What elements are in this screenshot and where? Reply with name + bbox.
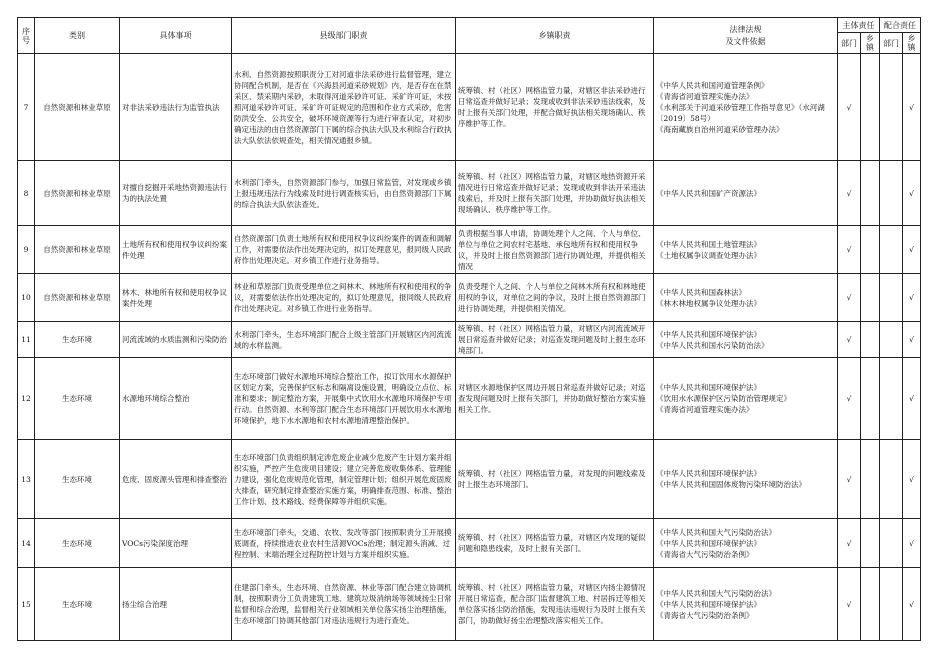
law-basis-cell [654, 440, 838, 519]
town-duty-cell: 负责受理个人之间、个人与单位之间林木所有权和林地使用权的争议，对单位之间的争议，及时上报自然资源部门进行协调处理，并提供相关情况。 [456, 274, 654, 322]
coop-town-check: √ [903, 322, 921, 358]
main-dept-check: √ [838, 226, 861, 274]
main-town-check [861, 161, 880, 226]
main-town-check [861, 274, 880, 322]
coop-dept-check [880, 161, 903, 226]
law-reference: 《青海省河道管理实施办法》 [656, 405, 754, 414]
row-number: 12 [18, 358, 35, 440]
row-number: 11 [18, 322, 35, 358]
law-reference: 《中华人民共和国大气污染防治法》 [656, 588, 776, 598]
matter-cell: 危废、固废源头管理和排查整治 [120, 440, 232, 519]
row-number: 13 [18, 440, 35, 519]
header-coop-responsibility: 配合责任 [880, 18, 921, 33]
law-reference: 《中华人民共和国环境保护法》 [656, 383, 761, 392]
law-reference: 《中华人民共和国环境保护法》 [656, 538, 761, 548]
matter-cell: 扬尘综合治理 [120, 568, 232, 641]
law-reference: 《中华人民共和国水污染防治法》 [656, 340, 769, 350]
law-reference: 《中华人民共和国河道管理条例》 [656, 80, 769, 90]
table-row [18, 568, 921, 641]
main-dept-check: √ [838, 568, 861, 641]
main-town-check [861, 440, 880, 519]
law-reference: 《林木林地权属争议处理办法》 [656, 298, 761, 308]
law-reference: 《青海省大气污染防治条例》 [656, 610, 754, 620]
coop-town-check: √ [903, 161, 921, 226]
coop-dept-check [880, 519, 903, 568]
table-row [18, 226, 921, 274]
coop-dept-check [880, 322, 903, 358]
county-duty-cell: 生态环境部门牵头，交通、农牧、发改等部门按照职责分工开展摸底调查，持续推进农业农村生活源VOCs治理；制定源头消减、过程控制、末端治理全过程防控计划与方案并组织实施。 [232, 519, 456, 568]
matter-cell: 水源地环境综合整治 [120, 358, 232, 440]
main-town-check [861, 568, 880, 641]
law-basis-cell [654, 519, 838, 568]
law-reference: 《饮用水水源保护区污染防治管理规定》 [656, 394, 791, 403]
town-duty-cell: 负责根据当事人申请，协调处理个人之间、个人与单位、单位与单位之间农村宅基地、承包地所有权和使用权争议，并及时上报自然资源部门进行协调处理，并提供相关情况 [456, 226, 654, 274]
coop-town-check: √ [903, 440, 921, 519]
responsibility-table [17, 17, 921, 641]
coop-dept-check [880, 568, 903, 641]
coop-town-check: √ [903, 54, 921, 161]
law-reference: 《土地权属争议调查处理办法》 [656, 250, 761, 260]
category-cell: 生态环境 [35, 568, 120, 641]
table-row [18, 358, 921, 440]
row-number: 9 [18, 226, 35, 274]
header-main-responsibility: 主体责任 [838, 18, 880, 33]
law-basis-cell [654, 358, 838, 440]
main-town-check [861, 519, 880, 568]
row-number: 10 [18, 274, 35, 322]
town-duty-cell: 统筹镇、村（社区）网格监管力量，对辖区内发现的疑似问题和隐患线索，及时上报有关部门。 [456, 519, 654, 568]
county-duty-cell: 水利部门牵头，自然资源部门参与，加强日常监管，对发现或乡镇上报违规违法行为线索及时进行调查核实后，由自然资源部门下属的综合执法大队依法查处。 [232, 161, 456, 226]
law-reference: 《青海省大气污染防治条例》 [656, 549, 754, 559]
matter-cell: 河流流域的水质监测和污染防治 [120, 322, 232, 358]
main-dept-check: √ [838, 440, 861, 519]
coop-dept-check [880, 274, 903, 322]
coop-town-check: √ [903, 274, 921, 322]
town-duty-cell: 统筹镇、村（社区）网格监管力量，对辖区地热资源开采情况进行日常巡查并做好记录；发现或收到非法开采违法线索后，并及时上报有关部门处理，并协助做好执法相关现场确认、秩序维护等工作。 [456, 161, 654, 226]
category-cell: 生态环境 [35, 322, 120, 358]
main-town-check [861, 358, 880, 440]
category-cell: 生态环境 [35, 440, 120, 519]
main-dept-check: √ [838, 54, 861, 161]
coop-town-check: √ [903, 568, 921, 641]
law-reference: 《中华人民共和国环境保护法》 [656, 599, 761, 609]
matter-cell: 对擅自挖掘开采地热资源违法行为的执法处置 [120, 161, 232, 226]
table-row [18, 519, 921, 568]
main-town-check [861, 322, 880, 358]
law-reference: 《中华人民共和国环境保护法》 [656, 329, 761, 339]
row-number: 14 [18, 519, 35, 568]
law-reference: 《水利部关于河道采砂管理工作指导意见》（水河湖〔2019〕58号） [656, 102, 825, 123]
table-row [18, 54, 921, 161]
category-cell: 自然资源和林业草原 [35, 226, 120, 274]
main-dept-check: √ [838, 358, 861, 440]
coop-dept-check [880, 358, 903, 440]
category-cell: 自然资源和林业草原 [35, 274, 120, 322]
law-reference: 《中华人民共和国大气污染防治法》 [656, 527, 776, 537]
header-law-basis: 法律法规 及文件依据 [654, 18, 838, 54]
county-duty-cell: 生态环境部门做好水源地环境综合整治工作，拟订饮用水水源保护区划定方案，完善保护区标志和隔离设施设置，明确设立点位、标准和要求；制定整治方案，开展集中式饮用水水源地环境保护专项行动。自然资源、水利等部门配合生态环境部门开展饮用水水源地环境保护，地下水水源地和农村水源地清理整治保护。 [232, 358, 456, 440]
coop-town-check: √ [903, 226, 921, 274]
coop-town-check: √ [903, 358, 921, 440]
main-dept-check: √ [838, 322, 861, 358]
header-town-duties: 乡镇职责 [456, 18, 654, 54]
header-main-town: 乡镇 [861, 33, 880, 54]
header-county-duties: 县级部门职责 [232, 18, 456, 54]
town-duty-cell: 统筹镇、村（社区）网格监管力量，对发现的问题线索及时上报生态环境部门。 [456, 440, 654, 519]
coop-dept-check [880, 440, 903, 519]
law-reference: 《中华人民共和国矿产资源法》 [656, 188, 761, 198]
law-reference: 《中华人民共和国森林法》 [656, 287, 746, 297]
table-row [18, 161, 921, 226]
law-reference: 《中华人民共和国固体废物污染环境防治法》 [656, 480, 806, 489]
matter-cell: 对非法采砂违法行为监管执法 [120, 54, 232, 161]
matter-cell: 土地所有权和使用权争议纠纷案件处理 [120, 226, 232, 274]
matter-cell: VOCs污染深度治理 [120, 519, 232, 568]
header-no: 序号 [18, 18, 35, 54]
main-dept-check: √ [838, 274, 861, 322]
row-number: 15 [18, 568, 35, 641]
main-town-check [861, 226, 880, 274]
row-number: 8 [18, 161, 35, 226]
matter-cell: 林木、林地所有权和使用权争议案件处理 [120, 274, 232, 322]
county-duty-cell: 水利部门牵头，生态环境部门配合上级主管部门开展辖区内河流流域的水样监测。 [232, 322, 456, 358]
town-duty-cell: 统筹镇、村（社区）网格监管力量，对辖区非法采砂进行日常巡查并做好记录；发现或收到非法采砂违法线索，及时上报有关部门处理，并配合做好执法相关现场确认、秩序维护等工作。 [456, 54, 654, 161]
law-basis-cell [654, 322, 838, 358]
law-reference: 《中华人民共和国土地管理法》 [656, 239, 761, 249]
row-number: 7 [18, 54, 35, 161]
main-dept-check: √ [838, 161, 861, 226]
main-dept-check: √ [838, 519, 861, 568]
header-category: 类别 [35, 18, 120, 54]
main-town-check [861, 54, 880, 161]
table-row [18, 322, 921, 358]
category-cell: 自然资源和林业草原 [35, 54, 120, 161]
category-cell: 自然资源和林业草原 [35, 161, 120, 226]
county-duty-cell: 自然资源部门负责土地所有权和使用权争议纠纷案件的调查和调解工作，对需要依法作出处理决定的，拟订处理意见，报同级人民政府作出处理决定。对乡镇工作进行业务指导。 [232, 226, 456, 274]
header-main-dept: 部门 [838, 33, 861, 54]
law-basis-cell [654, 226, 838, 274]
town-duty-cell: 统筹镇、村（社区）网格监管力量，对辖区内河流流域开展日常巡查并做好记录；对巡查发现问题及时上报生态环境部门。 [456, 322, 654, 358]
law-reference: 《中华人民共和国环境保护法》 [656, 469, 761, 478]
law-reference: 《青海省河道管理实施办法》 [656, 91, 754, 101]
header-coop-dept: 部门 [880, 33, 903, 54]
table-row [18, 440, 921, 519]
header-matter: 具体事项 [120, 18, 232, 54]
law-basis-cell [654, 161, 838, 226]
table-row [18, 274, 921, 322]
coop-dept-check [880, 54, 903, 161]
county-duty-cell: 水利、自然资源按照职责分工对河道非法采砂进行监督管理，建立协同配合机制，是否在《兴海县河道采砂规划》内，是否存在在禁采区、禁采期内采砂，未取得河道采砂许可证、采矿许可证，未按照河道采砂许可证、采矿许可证规定的范围和作业方式采砂，危害防洪安全、公共安全，破坏环境资源等行为进行审查认定，对初步确定违法的由自然资源部门下属的综合执法大队及水利综合行政执法大队依法依规查处，相关情况通报乡镇。 [232, 54, 456, 161]
county-duty-cell: 住建部门牵头，生态环境、自然资源、林业等部门配合建立协调机制，按照职责分工负责建筑工地、建筑垃圾消纳场等领域扬尘日常监督和综合治理，监督相关行业领域相关单位落实扬尘治理措施，生态环境部门协调其他部门对违法违规行为进行查处。 [232, 568, 456, 641]
category-cell: 生态环境 [35, 519, 120, 568]
coop-town-check: √ [903, 519, 921, 568]
law-basis-cell [654, 274, 838, 322]
law-basis-cell [654, 568, 838, 641]
category-cell: 生态环境 [35, 358, 120, 440]
header-coop-town: 乡镇 [903, 33, 921, 54]
town-duty-cell: 对辖区水源地保护区周边开展日常巡查并做好记录；对巡查发现问题及时上报有关部门，并协助做好整治方案实施相关工作。 [456, 358, 654, 440]
county-duty-cell: 生态环境部门负责组织制定涉危废企业减少危废产生计划方案并组织实施，严控产生危废项目建设；建立完善危废收集体系、管理能力建设，强化危废规范化管理，制定管理计划；组织开展危废固废大排查，研究制定排查整治实施方案，明确排查范围、标准、整治工作计划、技术路线、经费保障等并组织实施。 [232, 440, 456, 519]
town-duty-cell: 统筹镇、村（社区）网格监管力量，对辖区内扬尘源情况开展日常巡查，配合部门监督建筑工地、村居拆迁等相关单位落实扬尘防治措施，发现违法违规行为及时上报有关部门，协助做好扬尘治理整改落实相关工作。 [456, 568, 654, 641]
law-basis-cell [654, 54, 838, 161]
coop-dept-check [880, 226, 903, 274]
law-reference: 《海南藏族自治州河道采砂管理办法》 [656, 124, 784, 134]
county-duty-cell: 林业和草原部门负责受理单位之间林木、林地所有权和使用权的争议，对需要依法作出处理决定的，拟订处理意见，报同级人民政府作出处理决定。对乡镇工作进行业务指导。 [232, 274, 456, 322]
